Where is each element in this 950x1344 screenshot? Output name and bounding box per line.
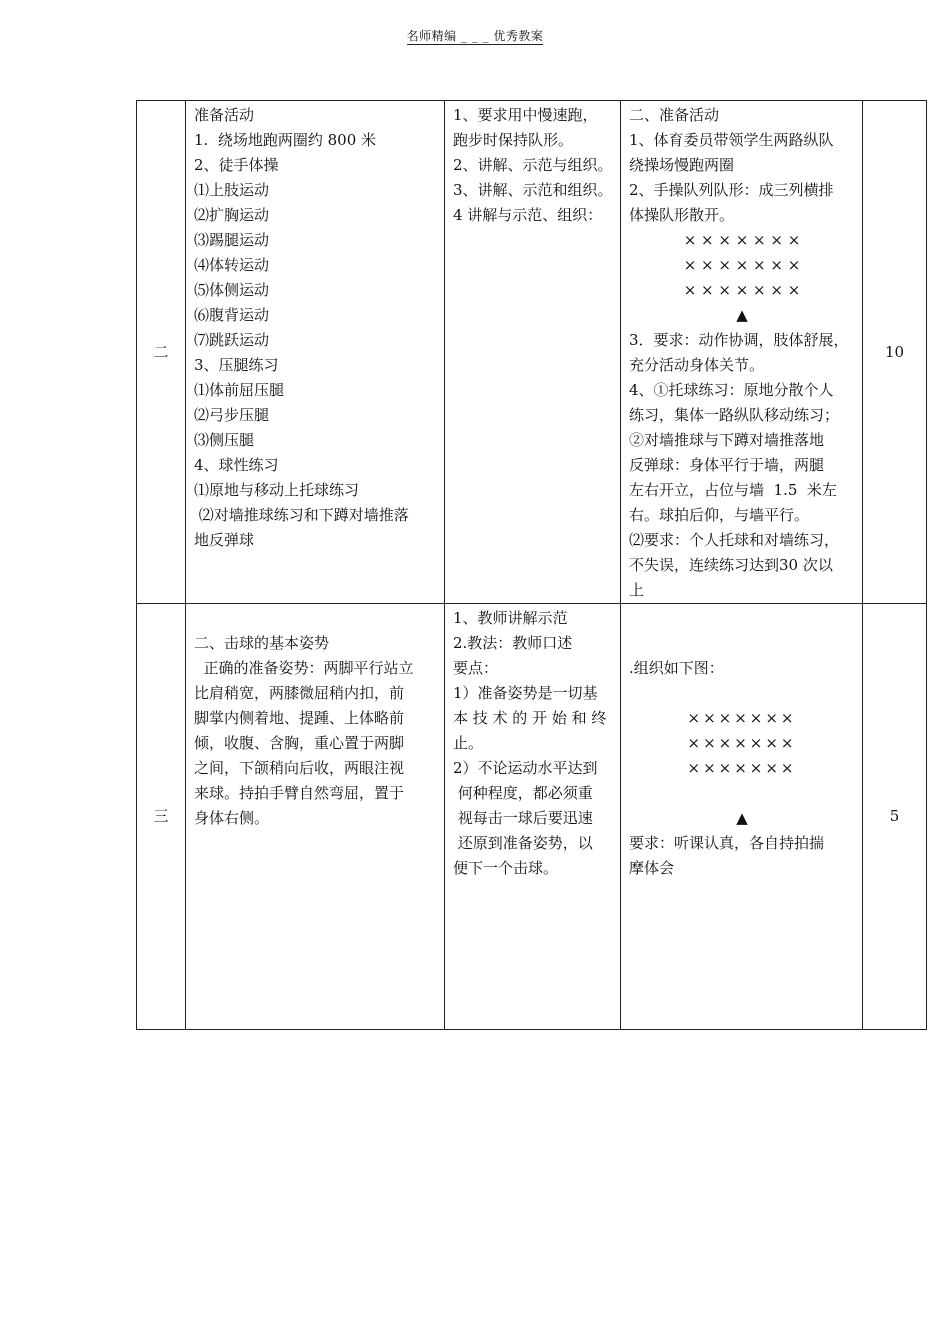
method-line: 要点： [453, 659, 499, 677]
organization-line: 右。球拍后仰，与墙平行。 [629, 506, 810, 524]
organization-line: ××××××× [687, 709, 797, 727]
content-line: ⑵对墙推球练习和下蹲对墙推落 [194, 506, 409, 524]
method-line: 2.教法：教师口述 [453, 634, 573, 652]
organization-line: 摩体会 [629, 859, 675, 877]
method-line: 3、讲解、示范和组织。 [453, 181, 613, 199]
organization-line: 左右开立，占位与墙 1.5 米左 [629, 481, 837, 499]
method-line: 1）准备姿势是一切基 [453, 684, 598, 702]
method-line: 视每击一球后要迅速 [453, 809, 593, 827]
method-line: 何种程度，都必须重 [453, 784, 593, 802]
method-line: 1、教师讲解示范 [453, 609, 568, 627]
organization-line: × × × × × × × [683, 231, 801, 249]
content-line: 3、压腿练习 [194, 356, 279, 374]
organization-line: 充分活动身体关节。 [629, 356, 765, 374]
content-line: 2、徒手体操 [194, 156, 279, 174]
section-number: 三 [137, 604, 186, 1030]
content-line: 地反弹球 [194, 531, 255, 549]
organization-line: 不失误，连续练习达到30 次以 [629, 556, 833, 574]
content-line: ⑶踢腿运动 [194, 231, 270, 249]
content-line: ⑷体转运动 [194, 256, 270, 274]
organization-line: 1、体育委员带领学生两路纵队 [629, 131, 834, 149]
organization-line: 绕操场慢跑两圈 [629, 156, 735, 174]
organization-line [629, 631, 855, 656]
section-number: 二 [137, 101, 186, 604]
content-line: ⑴原地与移动上托球练习 [194, 481, 360, 499]
table-row [137, 604, 927, 1030]
time-cell: 5 [863, 604, 927, 1030]
method-line: 跑步时保持队形。 [453, 131, 574, 149]
header-text: 名师精编 _ _ _ 优秀教案 [406, 29, 544, 43]
organization-line: .组织如下图： [629, 659, 724, 677]
content-line: ⑺跳跃运动 [194, 331, 270, 349]
content-line: 来球。持拍手臂自然弯屈，置于 [194, 784, 405, 802]
content-line: 准备活动 [194, 106, 255, 124]
organization-line: ▲ [736, 809, 748, 827]
organization-line: 上 [629, 581, 645, 599]
organization-cell [621, 101, 863, 604]
page-header [0, 27, 950, 44]
organization-cell [621, 604, 863, 1030]
organization-line: 体操队形散开。 [629, 206, 735, 224]
content-line: ⑶侧压腿 [194, 431, 255, 449]
organization-line: ▲ [736, 306, 748, 324]
organization-line [629, 606, 855, 631]
organization-line: × × × × × × × [683, 256, 801, 274]
method-line: 本 技 术 的 开 始 和 终 [453, 709, 607, 727]
content-cell [186, 101, 445, 604]
content-line: ⑴上肢运动 [194, 181, 270, 199]
content-line: 脚掌内侧着地、提踵、上体略前 [194, 709, 405, 727]
method-line: 2）不论运动水平达到 [453, 759, 598, 777]
method-line: 2、讲解、示范与组织。 [453, 156, 613, 174]
content-line: 倾，收腹、含胸，重心置于两脚 [194, 734, 405, 752]
content-line: ⑹腹背运动 [194, 306, 270, 324]
organization-line: ②对墙推球与下蹲对墙推落地 [629, 431, 825, 449]
content-line [194, 606, 437, 631]
method-cell [445, 101, 621, 604]
content-line: ⑴体前屈压腿 [194, 381, 285, 399]
organization-line [629, 681, 855, 706]
content-line: 比肩稍宽，两膝微屈稍内扣，前 [194, 684, 405, 702]
organization-line [629, 781, 855, 806]
content-line: 正确的准备姿势：两脚平行站立 [194, 659, 414, 677]
method-line: 1、要求用中慢速跑， [453, 106, 598, 124]
table-row [137, 101, 927, 604]
organization-line: ⑵要求：个人托球和对墙练习， [629, 531, 840, 549]
content-line: 二、击球的基本姿势 [194, 634, 330, 652]
organization-line: 要求：听课认真，各自持拍揣 [629, 834, 825, 852]
organization-line: 二、准备活动 [629, 106, 720, 124]
organization-line: 4、①托球练习：原地分散个人 [629, 381, 834, 399]
content-line: 1. 绕场地跑两圈约 800 米 [194, 131, 377, 149]
content-line: 之间，下颌稍向后收，两眼注视 [194, 759, 405, 777]
organization-line: × × × × × × × [683, 281, 801, 299]
method-line: 便下一个击球。 [453, 859, 559, 877]
lesson-plan-table [136, 100, 927, 1030]
organization-line: 反弹球：身体平行于墙，两腿 [629, 456, 825, 474]
organization-line: 练习，集体一路纵队移动练习； [629, 406, 840, 424]
organization-line: 2、手操队列队形：成三列横排 [629, 181, 834, 199]
method-line: 4 讲解与示范、组织： [453, 206, 603, 224]
organization-line: 3．要求：动作协调，肢体舒展， [629, 331, 849, 349]
content-line: ⑸体侧运动 [194, 281, 270, 299]
method-line: 还原到准备姿势，以 [453, 834, 593, 852]
method-cell [445, 604, 621, 1030]
time-cell: 10 [863, 101, 927, 604]
content-line: ⑵弓步压腿 [194, 406, 270, 424]
method-line: 止。 [453, 734, 484, 752]
content-cell [186, 604, 445, 1030]
content-line: ⑵扩胸运动 [194, 206, 270, 224]
organization-line: ××××××× [687, 734, 797, 752]
organization-line: ××××××× [687, 759, 797, 777]
content-line: 4、球性练习 [194, 456, 279, 474]
content-line: 身体右侧。 [194, 809, 270, 827]
